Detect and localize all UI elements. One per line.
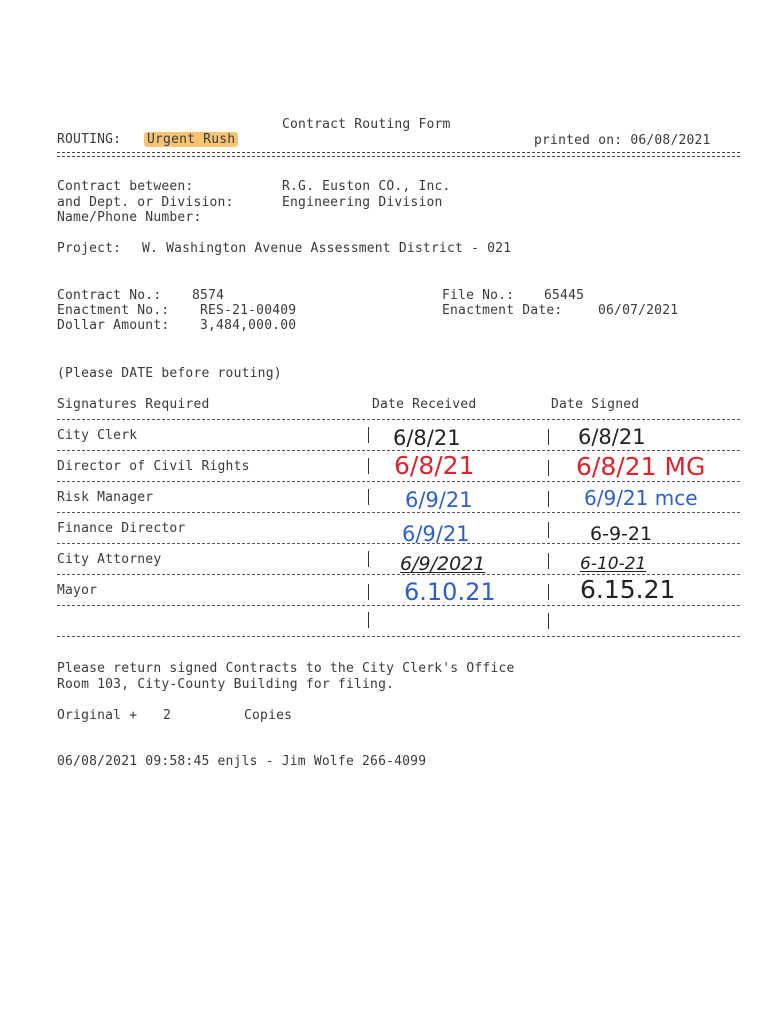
dollar-amount-value: 3,484,000.00	[200, 318, 297, 333]
return-instructions-line2: Room 103, City-County Building for filing.	[57, 677, 395, 692]
column-divider	[548, 491, 549, 507]
dept-value: Engineering Division	[282, 195, 443, 210]
column-divider	[548, 613, 549, 629]
col-date-signed: Date Signed	[551, 397, 640, 412]
received-city-clerk: 6/8/21	[393, 426, 461, 450]
column-divider	[548, 460, 549, 476]
table-bottom-rule	[57, 636, 740, 637]
column-divider	[368, 612, 369, 628]
role-city-attorney: City Attorney	[57, 552, 162, 567]
name-phone-label: Name/Phone Number:	[57, 210, 202, 225]
contract-between-label: Contract between:	[57, 179, 194, 194]
col-date-received: Date Received	[372, 397, 477, 412]
timestamp-line: 06/08/2021 09:58:45 enjls - Jim Wolfe 266-4099	[57, 754, 427, 769]
column-divider	[368, 584, 369, 600]
received-city-attorney: 6/9/2021	[400, 553, 486, 575]
role-finance-director: Finance Director	[57, 521, 186, 536]
enactment-no-value: RES-21-00409	[200, 303, 297, 318]
row-rule	[57, 605, 740, 606]
copies-label: Copies	[244, 708, 293, 723]
row-rule	[57, 543, 740, 544]
role-city-clerk: City Clerk	[57, 428, 138, 443]
project-value: W. Washington Avenue Assessment District - 021	[142, 241, 512, 256]
column-divider	[368, 551, 369, 567]
dept-label: and Dept. or Division:	[57, 195, 234, 210]
column-divider	[548, 429, 549, 445]
return-instructions-line1: Please return signed Contracts to the City Clerk's Office	[57, 661, 515, 676]
file-no-value: 65445	[544, 288, 585, 303]
column-divider	[368, 458, 369, 474]
enactment-date-label: Enactment Date:	[442, 303, 563, 318]
role-risk-manager: Risk Manager	[57, 490, 154, 505]
contract-no-label: Contract No.:	[57, 288, 162, 303]
signed-risk-manager: 6/9/21 mce	[584, 486, 698, 510]
date-instruction: (Please DATE before routing)	[57, 366, 282, 381]
signed-mayor: 6.15.21	[580, 575, 676, 604]
col-signatures-required: Signatures Required	[57, 397, 210, 412]
received-finance-director: 6/9/21	[402, 522, 470, 546]
column-divider	[368, 489, 369, 505]
row-rule	[57, 481, 740, 482]
role-director-civil-rights: Director of Civil Rights	[57, 459, 250, 474]
form-title: Contract Routing Form	[282, 117, 451, 132]
routing-highlight: Urgent Rush	[144, 132, 238, 147]
signed-city-attorney: 6-10-21	[580, 554, 647, 574]
contract-between-value: R.G. Euston CO., Inc.	[282, 179, 451, 194]
project-label: Project:	[57, 241, 122, 256]
printed-on: printed on: 06/08/2021	[534, 133, 711, 148]
signed-finance-director: 6-9-21	[590, 523, 653, 545]
signed-director-civil-rights: 6/8/21 MG	[576, 452, 706, 481]
received-mayor: 6.10.21	[404, 578, 496, 606]
role-mayor: Mayor	[57, 583, 98, 598]
routing-value	[147, 132, 238, 147]
copies-count: 2	[163, 708, 172, 723]
file-no-label: File No.:	[442, 288, 515, 303]
enactment-no-label: Enactment No.:	[57, 303, 170, 318]
received-risk-manager: 6/9/21	[405, 488, 473, 512]
enactment-date-value: 06/07/2021	[598, 303, 679, 318]
dollar-amount-label: Dollar Amount:	[57, 318, 170, 333]
original-label: Original +	[57, 708, 138, 723]
column-divider	[368, 427, 369, 443]
column-divider	[548, 553, 549, 569]
column-divider	[548, 584, 549, 600]
contract-no-value: 8574	[192, 288, 225, 303]
received-director-civil-rights: 6/8/21	[394, 451, 475, 480]
header-double-rule	[57, 152, 740, 157]
table-header-rule	[57, 419, 740, 420]
column-divider	[548, 522, 549, 538]
routing-label: ROUTING:	[57, 132, 122, 147]
signed-city-clerk: 6/8/21	[578, 425, 646, 449]
row-rule	[57, 512, 740, 513]
